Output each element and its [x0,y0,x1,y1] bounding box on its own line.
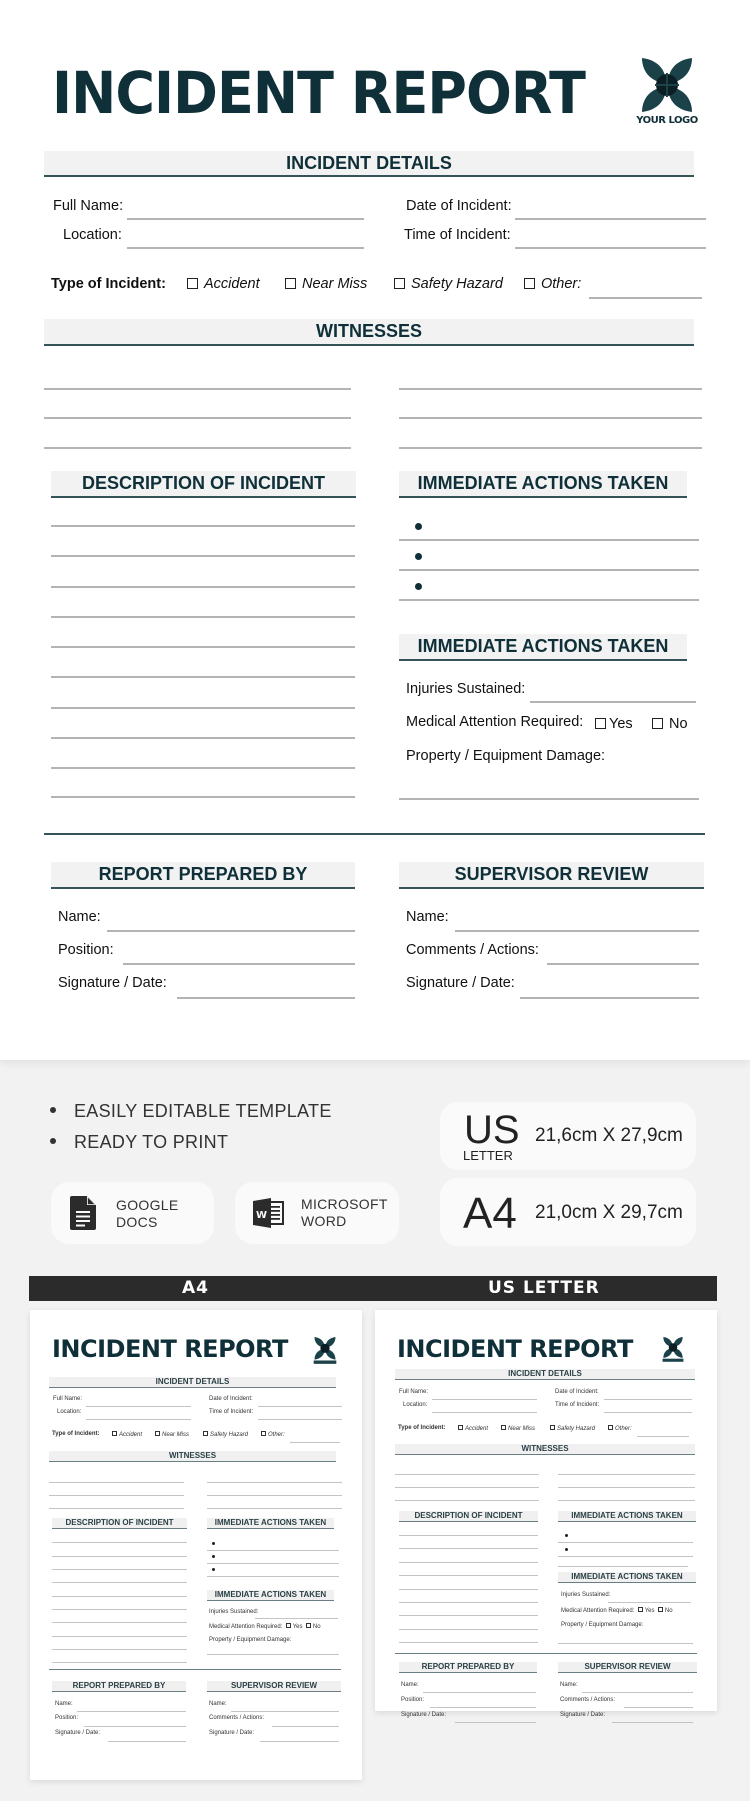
safety-hazard-label: Safety Hazard [411,276,503,292]
supervisor-signature-field[interactable] [520,997,699,999]
bullet-icon [50,1107,56,1113]
google-docs-label: GOOGLE DOCS [116,1197,179,1230]
supervisor-comments-field[interactable] [547,963,699,965]
us-letter-size-badge [440,1102,696,1170]
a4-preview: INCIDENT REPORT INCIDENT DETAILS Full Name: Location: Date of Incident: Time of Incident: Type of Incident: Accident Near Miss Safety Hazard Other: WITNESSES DESCRIPTION OF INCIDENT IMMEDIATE ACTIONS TAKEN IMMEDIATE ACTIONS TAKEN Injuries Sustained: Medical Attention Required: Yes No Property / Equipment Damage: REPORT PREPARED BY Name: Position: Signature / Date: SUPERVISOR REVIEW Name: Comments / Actions: Signature / Date: [30,1310,362,1780]
preview-section: INCIDENT DETAILS [49,1377,336,1388]
preview-section: INCIDENT DETAILS [395,1369,695,1380]
yes-label: Yes [609,716,633,732]
logo-text: YOUR LOGO [636,115,698,126]
a4-size-badge [440,1178,696,1246]
preview-label: Location: [57,1409,82,1415]
checkbox-icon [652,718,663,729]
supervisor-name-label: Name: [406,909,449,925]
section-supervisor-review: SUPERVISOR REVIEW [399,862,704,889]
us-letter-preview: INCIDENT REPORT INCIDENT DETAILS Full Name: Location: Date of Incident: Time of Incident: Type of Incident: Accident Near Miss Safety Hazard Other: WITNESSES DESCRIPTION OF INCIDENT IMMEDIATE ACTIONS TAKEN IMMEDIATE ACTIONS TAKEN Injuries Sustained: Medical Attention Required: Yes No Property / Equipment Damage: REPORT PREPARED BY Name: Position: Signature / Date: SUPERVISOR REVIEW Name: Comments / Actions: Signature / Date: [375,1310,717,1711]
size-dimensions: 21,0cm X 29,7cm [535,1202,683,1223]
preview-title: INCIDENT REPORT [52,1335,288,1363]
bullet-icon [415,523,422,530]
other-field[interactable] [589,297,702,299]
section-immediate-actions: IMMEDIATE ACTIONS TAKEN [399,471,687,498]
bullet-icon [50,1138,56,1144]
checkbox-near-miss[interactable] [285,276,367,292]
witness-line[interactable] [44,447,351,449]
preview-section: SUPERVISOR REVIEW [558,1662,697,1673]
description-line[interactable] [51,796,355,798]
preview-section: IMMEDIATE ACTIONS TAKEN [558,1572,696,1583]
date-of-incident-label: Date of Incident: [406,198,512,214]
google-docs-icon [70,1196,96,1230]
preview-section: DESCRIPTION OF INCIDENT [399,1511,538,1522]
section-incident-details: INCIDENT DETAILS [44,151,694,177]
description-line[interactable] [51,616,355,618]
bullet-icon [415,553,422,560]
a4-label: A4 [182,1278,209,1298]
us-letter-label: US LETTER [488,1278,600,1298]
checkbox-safety-hazard[interactable] [394,276,503,292]
microsoft-word-icon [253,1198,285,1228]
no-label: No [669,716,688,732]
preview-label: Type of Incident: [52,1431,100,1437]
location-field[interactable] [127,247,364,249]
section-prepared-by: REPORT PREPARED BY [51,862,355,889]
logo-flower-icon [636,56,698,114]
time-of-incident-label: Time of Incident: [404,227,511,243]
preview-section: SUPERVISOR REVIEW [207,1681,341,1692]
logo-flower-icon [312,1336,338,1364]
section-witnesses: WITNESSES [44,319,694,346]
section-immediate-actions-2: IMMEDIATE ACTIONS TAKEN [399,634,687,661]
description-line[interactable] [51,525,355,527]
feature-label: READY TO PRINT [74,1132,229,1152]
full-name-field[interactable] [127,218,364,220]
action-line[interactable] [399,539,699,541]
preview-section: IMMEDIATE ACTIONS TAKEN [558,1511,696,1522]
checkbox-icon [187,278,198,289]
description-line[interactable] [51,737,355,739]
medical-attention-label: Medical Attention Required: [406,714,584,730]
feature-label: EASILY EDITABLE TEMPLATE [74,1101,332,1121]
checkbox-icon [394,278,405,289]
property-damage-label: Property / Equipment Damage: [406,748,606,764]
checkbox-icon [524,278,535,289]
prepared-name-field[interactable] [107,930,355,932]
size-code: US [464,1108,520,1152]
preview-section: IMMEDIATE ACTIONS TAKEN [207,1518,334,1529]
injuries-field[interactable] [530,701,696,703]
logo-flower-icon [661,1336,685,1362]
witness-line[interactable] [399,417,702,419]
action-line[interactable] [399,569,699,571]
microsoft-word-label: MICROSOFT WORD [301,1196,388,1229]
preview-label: Full Name: [53,1396,83,1402]
preview-section: DESCRIPTION OF INCIDENT [52,1518,187,1529]
feature-print [50,1132,228,1153]
preview-label: Date of Incident: [209,1396,253,1402]
svg-text:W: W [256,1210,268,1221]
date-of-incident-field[interactable] [515,218,706,220]
description-line[interactable] [51,646,355,648]
accident-label: Accident [204,276,260,292]
checkbox-accident[interactable] [187,276,260,292]
bullet-icon [415,583,422,590]
type-of-incident-label: Type of Incident: [51,276,166,292]
witness-line[interactable] [399,447,702,449]
checkbox-other[interactable] [524,276,581,292]
location-label: Location: [63,227,122,243]
time-of-incident-field[interactable] [515,247,706,249]
preview-section: IMMEDIATE ACTIONS TAKEN [207,1590,334,1601]
witness-line[interactable] [44,417,351,419]
witness-line[interactable] [399,388,702,390]
prepared-name-label: Name: [58,909,101,925]
size-sub: LETTER [463,1148,513,1163]
size-dimensions: 21,6cm X 27,9cm [535,1125,683,1146]
witness-line[interactable] [44,388,351,390]
supervisor-signature-label: Signature / Date: [406,975,515,991]
prepared-position-field[interactable] [123,963,355,965]
description-line[interactable] [51,586,355,588]
near-miss-label: Near Miss [302,276,368,292]
preview-label: Time of Incident: [209,1409,254,1415]
microsoft-word-badge [235,1182,399,1244]
description-line[interactable] [51,555,355,557]
logo [636,56,698,126]
preview-title: INCIDENT REPORT [397,1335,633,1363]
size-code: A4 [463,1189,517,1238]
preview-section: REPORT PREPARED BY [52,1681,186,1692]
supervisor-comments-label: Comments / Actions: [406,942,539,958]
description-line[interactable] [51,767,355,769]
other-label: Other: [541,276,582,292]
full-name-label: Full Name: [53,198,124,214]
injuries-label: Injuries Sustained: [406,681,526,697]
prepared-signature-label: Signature / Date: [58,975,167,991]
supervisor-name-field[interactable] [455,930,699,932]
description-line[interactable] [51,676,355,678]
preview-section: REPORT PREPARED BY [399,1662,537,1673]
format-banner [29,1276,717,1301]
prepared-position-label: Position: [58,942,114,958]
checkbox-no[interactable] [652,716,688,732]
property-damage-field[interactable] [399,798,699,800]
checkbox-icon [285,278,296,289]
preview-section: WITNESSES [49,1451,336,1462]
section-divider [44,833,705,835]
checkbox-yes[interactable] [595,716,633,732]
checkbox-icon [595,718,606,729]
description-line[interactable] [51,707,355,709]
preview-section: WITNESSES [395,1444,695,1455]
prepared-signature-field[interactable] [177,997,355,999]
action-line[interactable] [399,599,699,601]
page-title: INCIDENT REPORT [52,59,585,127]
google-docs-badge [51,1182,214,1244]
feature-editable [50,1101,332,1122]
section-description: DESCRIPTION OF INCIDENT [51,471,356,498]
